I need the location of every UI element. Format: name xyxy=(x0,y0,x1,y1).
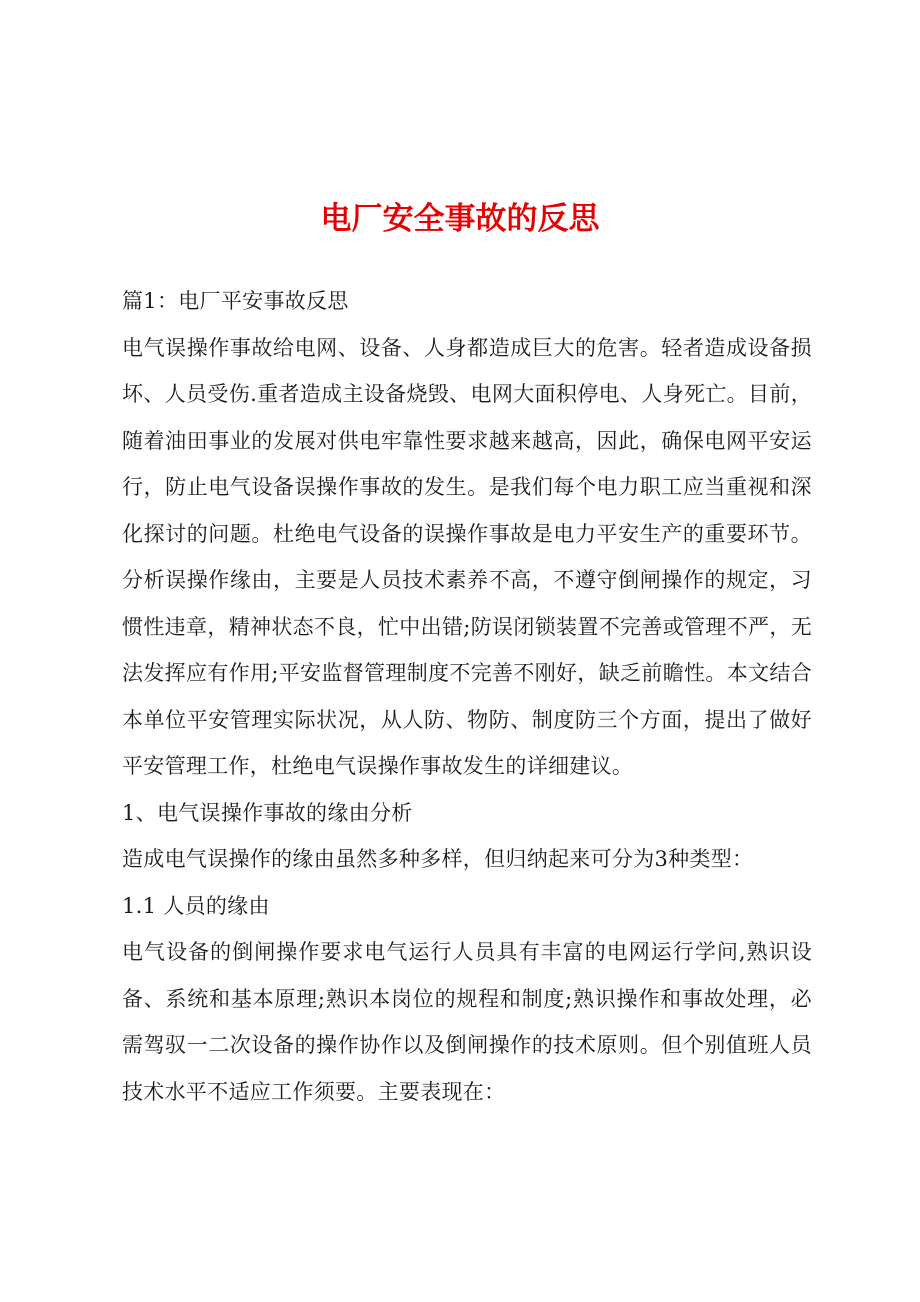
paragraph-intro: 电气误操作事故给电网、设备、人身都造成巨大的危害。轻者造成设备损坏、人员受伤.重者造成主设备烧毁、电网大面积停电、人身死亡。目前，随着油田事业的发展对供电牢靠性要求越来越高，因此，确保电网平安运行，防止电气设备误操作事故的发生。是我们每个电力职工应当重视和深化探讨的问题。杜绝电气设备的误操作事故是电力平安生产的重要环节。分析误操作缘由，主要是人员技术素养不高，不遵守倒闸操作的规定，习惯性违章，精神状态不良，忙中出错;防误闭锁装置不完善或管理不严，无法发挥应有作用;平安监督管理制度不完善不刚好，缺乏前瞻性。本文结合本单位平安管理实际状况，从人防、物防、制度防三个方面，提出了做好平安管理工作，杜绝电气误操作事故发生的详细建议。 xyxy=(122,335,812,778)
paragraph-heading-1-1: 1.1 人员的缘由 xyxy=(122,893,270,918)
document-body xyxy=(122,278,812,1115)
paragraph-causes: 造成电气误操作的缘由虽然多种多样，但归纳起来可分为3种类型： xyxy=(122,847,754,871)
document-title: 电厂安全事故的反思 xyxy=(320,201,600,237)
paragraph-heading-section: 篇1：电厂平安事故反思 xyxy=(122,289,349,313)
paragraph-personnel: 电气设备的倒闸操作要求电气运行人员具有丰富的电网运行学问,熟识设备、系统和基本原理;熟识本岗位的规程和制度;熟识操作和事故处理，必需驾驭一二次设备的操作协作以及倒闸操作的技术原则。但个别值班人员技术水平不适应工作须要。主要表现在： xyxy=(122,940,812,1104)
paragraph-heading-1: 1、电气误操作事故的缘由分析 xyxy=(122,800,413,825)
